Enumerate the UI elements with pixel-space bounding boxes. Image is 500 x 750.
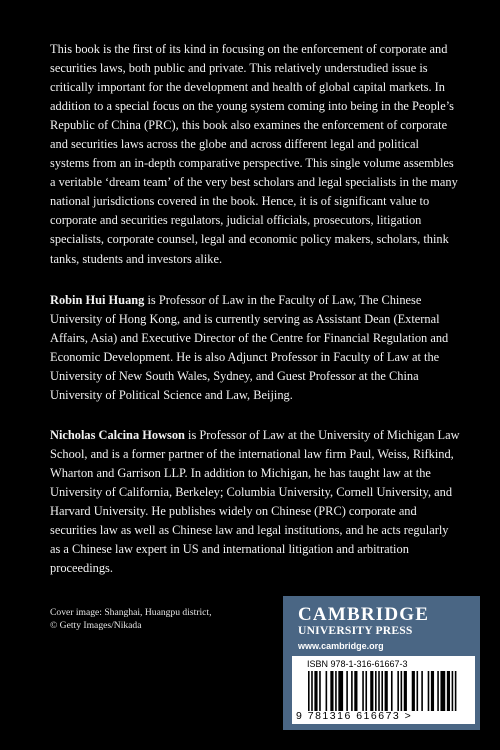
- barcode-bar: [455, 671, 457, 711]
- barcode-bar: [401, 671, 403, 711]
- author-2-bio: is Professor of Law at the University of Michigan Law School, and is a former partner of the international law firm Paul, Weiss, Rifkind, Wharton and Garrison LLP. In addition to Michigan, he has taught law at the University of California, Berkeley; Columbia University, Cornell University, and Harvard University. He publishes widely on Chinese (PRC) corporate and securities law as well as Chinese law and legal institutions, and he acts regularly as a Chinese law expert in US and international litigation and arbitration proceedings.: [50, 427, 460, 576]
- barcode-bar: [391, 671, 393, 711]
- barcode-bar: [385, 671, 388, 711]
- author-1-paragraph: [50, 291, 460, 405]
- barcode-bar: [421, 671, 423, 711]
- author-1-bio: is Professor of Law in the Faculty of Law, The Chinese University of Hong Kong, and is currently serving as Assistant Dean (External Affairs, Asia) and Executive Director of the Centre for Financial Regulation and Economic Development. He is also Adjunct Professor in Faculty of Law at the University of New South Wales, Sydney, and Guest Professor at the China University of Political Science and Law, Beijing.: [50, 292, 449, 402]
- barcode-bar: [326, 671, 328, 711]
- barcode-bar: [431, 671, 434, 711]
- barcode-bar: [452, 671, 454, 711]
- barcode-bar: [362, 671, 364, 711]
- publisher-panel: [283, 596, 480, 730]
- author-1-name: Robin Hui Huang: [50, 292, 145, 307]
- barcode-digits: 9 781316 616673 >: [296, 710, 413, 722]
- barcode-bar: [428, 671, 430, 711]
- publisher-url: www.cambridge.org: [298, 641, 384, 651]
- barcode-bar: [378, 671, 380, 711]
- barcode-bar: [375, 671, 377, 711]
- barcode-bar: [351, 671, 353, 711]
- barcode-bar: [381, 671, 383, 711]
- barcode-bar: [447, 671, 450, 711]
- barcode-icon: [308, 671, 458, 711]
- barcode-bar: [412, 671, 415, 711]
- credit-line-2: © Getty Images/Nikada: [50, 620, 142, 631]
- barcode-bar: [365, 671, 367, 711]
- description-paragraph: This book is the first of its kind in focusing on the enforcement of corporate and securities laws, both public and private. This relatively understudied issue is critically important for the development and health of global capital markets. In addition to a special focus on the young system coming into being in the People’s Republic of China (PRC), this book also examines the enforcement of corporate and securities laws across the globe and across different legal and political systems from an in-depth comparative perspective. This single volume assembles a veritable ‘dream team’ of the very best scholars and legal specialists in the many national jurisdictions covered in the book. Hence, it is of significant value to corporate and securities regulators, judicial officials, prosecutors, litigation specialists, corporate counsel, legal and economic policy makers, scholars, think tanks, students and investors alike.: [50, 42, 458, 266]
- barcode-bar: [338, 671, 343, 711]
- cover-image-credit: [50, 606, 280, 632]
- barcode-bar: [370, 671, 373, 711]
- author-2-paragraph: [50, 426, 460, 578]
- barcode-bar: [417, 671, 419, 711]
- blurb-text: [50, 40, 460, 597]
- publisher-subtitle: UNIVERSITY PRESS: [298, 624, 413, 637]
- barcode-bar: [440, 671, 445, 711]
- barcode-bar: [308, 671, 310, 711]
- barcode-bar: [397, 671, 399, 711]
- publisher-logo-name: CAMBRIDGE: [298, 604, 430, 625]
- barcode-bar: [335, 671, 337, 711]
- isbn-label: ISBN 978-1-316-61667-3: [307, 659, 408, 669]
- barcode-bar: [319, 671, 321, 711]
- barcode-bar: [437, 671, 439, 711]
- barcode-box: [292, 656, 475, 724]
- barcode-bar: [314, 671, 317, 711]
- credit-line-1: Cover image: Shanghai, Huangpu district,: [50, 607, 212, 618]
- barcode-bar: [311, 671, 313, 711]
- barcode-bar: [346, 671, 348, 711]
- author-2-name: Nicholas Calcina Howson: [50, 427, 185, 442]
- barcode-bar: [354, 671, 357, 711]
- barcode-bar: [404, 671, 407, 711]
- barcode-bar: [330, 671, 333, 711]
